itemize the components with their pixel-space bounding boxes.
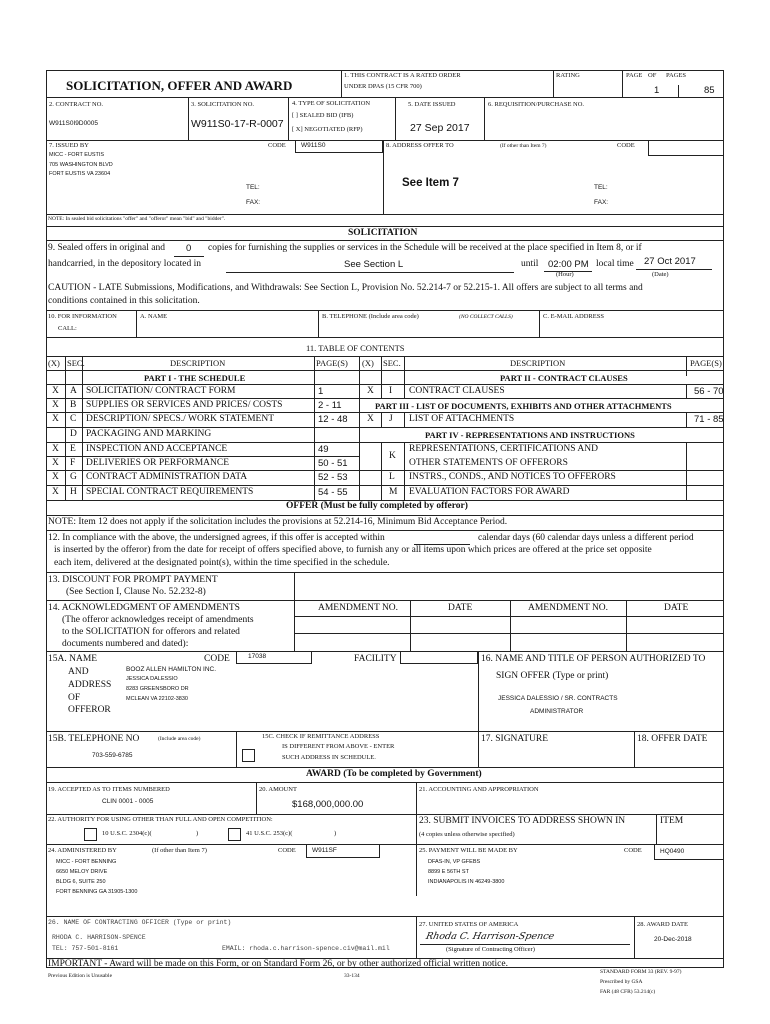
- item24-note: (If other than Item 7): [152, 847, 207, 854]
- item24-code-value[interactable]: W911SF: [312, 847, 337, 854]
- signer-title[interactable]: ADMINISTRATOR: [530, 708, 584, 715]
- item14-label: 14. ACKNOWLEDGMENT OF AMENDMENTS: [48, 603, 240, 613]
- signature-caption: (Signature of Contracting Officer): [446, 946, 535, 953]
- offer-heading: OFFER (Must be fully completed by offeror): [286, 501, 468, 511]
- issued-by-fax-label: FAX:: [246, 199, 261, 206]
- item14-line-2: (The offeror acknowledges receipt of amendments: [62, 615, 254, 625]
- standard-form-line-3: FAR (48 CFR) 53.214(c): [600, 989, 656, 995]
- see-item-7: See Item 7: [402, 177, 459, 189]
- toc-d-desc: PACKAGING AND MARKING: [86, 429, 212, 439]
- time-value[interactable]: 02:00 PM: [548, 259, 589, 270]
- toc-j-pages: 71 - 85: [694, 414, 724, 425]
- usc-2304-checkbox[interactable]: [84, 828, 97, 841]
- item15a-offeror: OFFEROR: [68, 705, 111, 715]
- toc-col-pages-left: PAGE(S): [316, 358, 348, 368]
- toc-b-desc: SUPPLIES OR SERVICES AND PRICES/ COSTS: [86, 400, 283, 410]
- for-information-label: 10. FOR INFORMATION: [48, 313, 117, 320]
- offeror-phone[interactable]: 703-559-6785: [92, 752, 133, 759]
- item20-label: 20. AMOUNT: [259, 786, 297, 793]
- address-offer-to-label: 8. ADDRESS OFFER TO: [386, 142, 454, 149]
- item15c-line-3: SUCH ADDRESS IN SCHEDULE.: [282, 754, 376, 761]
- previous-edition: Previous Edition is Unusable: [48, 973, 113, 979]
- toc-k-desc-2: OTHER STATEMENTS OF OFFERORS: [409, 458, 568, 468]
- toc-i-x: X: [367, 386, 374, 396]
- caution-line-2: conditions contained in this solicitation.: [48, 296, 200, 306]
- toc-f-pages: 50 - 51: [318, 458, 348, 469]
- info-name-label: A. NAME: [140, 313, 168, 320]
- item15a-and: AND: [68, 667, 89, 677]
- item12-line-2: is inserted by the offeror) from the date for receipt of offers specified above, to furnish any or all items upon which prices are offered at the price set opposite: [54, 545, 652, 555]
- toc-d-sec: D: [70, 429, 77, 439]
- remittance-checkbox[interactable]: [242, 749, 255, 762]
- issued-by-label: 7. ISSUED BY: [49, 142, 89, 149]
- toc-g-desc: CONTRACT ADMINISTRATION DATA: [86, 472, 248, 482]
- item14-line-3: to the SOLICITATION for offerors and related: [62, 627, 240, 637]
- date-value[interactable]: 27 Oct 2017: [644, 256, 696, 267]
- item17-label: 17. SIGNATURE: [481, 734, 549, 744]
- toc-f-sec: F: [70, 458, 76, 468]
- toc-e-desc: INSPECTION AND ACCEPTANCE: [86, 444, 228, 454]
- toc-h-sec: H: [70, 487, 77, 497]
- toc-a-x: X: [52, 386, 59, 396]
- address-offer-code-label: CODE: [617, 142, 635, 149]
- toc-part-4: PART IV - REPRESENTATIONS AND INSTRUCTIONS: [425, 430, 635, 440]
- item15a-of: OF: [68, 693, 81, 703]
- date-caption: (Date): [652, 271, 669, 278]
- item28-label: 28. AWARD DATE: [637, 921, 688, 928]
- item12-line-3: each item, delivered at the designated point(s), within the time specified in the schedule.: [54, 558, 390, 568]
- toc-m-sec: M: [389, 487, 398, 497]
- item25-label: 25. PAYMENT WILL BE MADE BY: [419, 847, 518, 854]
- form-number: 33-134: [344, 973, 360, 979]
- toc-g-sec: G: [70, 472, 77, 482]
- item24-label: 24. ADMINISTERED BY: [48, 847, 117, 854]
- item13-clause: (See Section I, Clause No. 52.232-8): [66, 587, 206, 597]
- admin-line-4: FORT BENNING GA 31905-1300: [56, 889, 138, 895]
- offeror-code-label: CODE: [204, 654, 230, 664]
- item22-label: 22. AUTHORITY FOR USING OTHER THAN FULL AND OPEN COMPETITION:: [48, 816, 273, 823]
- toc-part-1: PART I - THE SCHEDULE: [144, 373, 246, 383]
- item18-label: 18. OFFER DATE: [637, 734, 708, 744]
- info-telephone-label: B. TELEPHONE (Include area code): [322, 313, 419, 320]
- toc-h-pages: 54 - 55: [318, 487, 348, 498]
- offeror-line-4: MCLEAN VA 22102-3830: [126, 696, 188, 702]
- usc-253-checkbox[interactable]: [228, 828, 241, 841]
- toc-col-pages-right: PAGE(S): [690, 358, 722, 368]
- form-title: SOLICITATION, OFFER AND AWARD: [66, 78, 293, 93]
- toc-c-sec: C: [70, 414, 77, 424]
- item15c-line-2: IS DIFFERENT FROM ABOVE - ENTER: [282, 743, 395, 750]
- item12-line-1a: 12. In compliance with the above, the undersigned agrees, if this offer is accepted within: [48, 533, 385, 543]
- pay-line-3: INDIANAPOLIS IN 46249-3800: [428, 879, 505, 885]
- usc-2304-paren: ): [196, 830, 199, 837]
- pages-label: PAGES: [666, 72, 686, 79]
- issued-by-line-3: FORT EUSTIS VA 23604: [49, 171, 111, 177]
- offeror-line-1: BOOZ ALLEN HAMILTON INC.: [126, 666, 217, 673]
- standard-form-line-1: STANDARD FORM 33 (REV. 9-97): [600, 969, 682, 975]
- if-other-note: (If other than Item 7): [500, 143, 547, 149]
- negotiated-option[interactable]: [ X] NEGOTIATED (RFP): [292, 126, 363, 133]
- toc-l-desc: INSTRS., CONDS., AND NOTICES TO OFFERORS: [409, 472, 616, 482]
- issued-by-tel-label: TEL:: [246, 184, 260, 191]
- usc-253-label: 41 U.S.C. 253(c)(: [246, 830, 293, 837]
- item9-line-1a: 9. Sealed offers in original and: [48, 243, 165, 253]
- offeror-line-2: JESSICA DALESSIO: [126, 676, 178, 682]
- contract-no-value[interactable]: W911S0I9D0005: [49, 120, 99, 127]
- toc-f-x: X: [52, 458, 59, 468]
- toc-part-3: PART III - LIST OF DOCUMENTS, EXHIBITS AND OTHER ATTACHMENTS: [375, 401, 672, 411]
- no-collect-calls: (NO COLLECT CALLS): [459, 314, 513, 320]
- sealed-bid-option[interactable]: [ ] SEALED BID (IFB): [292, 112, 354, 119]
- contract-no-label: 2. CONTRACT NO.: [49, 101, 104, 108]
- toc-g-pages: 52 - 53: [318, 472, 348, 483]
- solicitation-no-value[interactable]: W911S0-17-R-0007: [191, 118, 284, 130]
- pay-line-2: 8899 E 56TH ST: [428, 869, 469, 875]
- address-offer-tel-label: TEL:: [594, 184, 608, 191]
- admin-line-1: MICC - FORT BENNING: [56, 859, 117, 865]
- item26-label: 26. NAME OF CONTRACTING OFFICER (Type or print): [48, 919, 232, 926]
- toc-col-desc-left: DESCRIPTION: [170, 358, 226, 368]
- toc-j-sec: J: [389, 414, 393, 424]
- toc-e-x: X: [52, 444, 59, 454]
- page-value: 1: [654, 85, 660, 96]
- toc-h-desc: SPECIAL CONTRACT REQUIREMENTS: [86, 487, 254, 497]
- item23-label: 23. SUBMIT INVOICES TO ADDRESS SHOWN IN: [419, 816, 626, 826]
- issued-by-code-value[interactable]: W911S0: [301, 142, 326, 149]
- toc-col-x-right: (X): [362, 358, 374, 368]
- toc-j-x: X: [367, 414, 374, 424]
- local-time-label: local time: [596, 259, 634, 269]
- amendment-no-header-2: AMENDMENT NO.: [528, 603, 609, 613]
- toc-i-pages: 56 - 70: [694, 386, 724, 397]
- rating-label: RATING: [556, 72, 580, 79]
- item15a-label: 15A. NAME: [48, 654, 98, 664]
- amendment-date-header-1: DATE: [448, 603, 473, 613]
- toc-a-sec: A: [70, 386, 77, 396]
- item15a-address: ADDRESS: [68, 680, 112, 690]
- toc-c-x: X: [52, 414, 59, 424]
- toc-m-desc: EVALUATION FACTORS FOR AWARD: [409, 487, 570, 497]
- rated-order-label: 1. THIS CONTRACT IS A RATED ORDER: [344, 72, 461, 79]
- award-heading: AWARD (To be completed by Government): [306, 769, 482, 779]
- signer-name[interactable]: JESSICA DALESSIO / SR. CONTRACTS: [498, 695, 618, 702]
- toc-b-pages: 2 - 11: [318, 400, 342, 411]
- toc-k-sec: K: [389, 451, 396, 461]
- officer-name[interactable]: RHODA C. HARRISON-SPENCE: [52, 934, 146, 941]
- toc-b-x: X: [52, 400, 59, 410]
- sealed-bid-note: NOTE: In sealed bid solicitations "offer" and "offeror" mean "bid" and "bidder".: [48, 216, 226, 222]
- info-email-label: C. E-MAIL ADDRESS: [543, 313, 604, 320]
- item19-value[interactable]: CLIN 0001 - 0005: [102, 798, 154, 805]
- solicitation-heading: SOLICITATION: [348, 228, 418, 238]
- item9-line-1b: copies for furnishing the supplies or services in the Schedule will be received at the place specified in Item 8, or if: [208, 243, 642, 253]
- admin-line-3: BLDG 6, SUITE 250: [56, 879, 106, 885]
- officer-signature: Rhoda C. Harrison-Spence: [424, 931, 556, 942]
- issued-by-line-1: MICC - FORT EUSTIS: [49, 152, 105, 158]
- item25-code-value[interactable]: HQ0490: [660, 848, 685, 855]
- of-label: OF: [648, 72, 657, 79]
- toc-part-2: PART II - CONTRACT CLAUSES: [500, 373, 628, 383]
- solicitation-no-label: 3. SOLICITATION NO.: [191, 101, 255, 108]
- amendment-no-header-1: AMENDMENT NO.: [318, 603, 399, 613]
- usc-2304-label: 10 U.S.C. 2304(c)(: [102, 830, 152, 837]
- item13-label: 13. DISCOUNT FOR PROMPT PAYMENT: [48, 575, 218, 585]
- usc-253-paren: ): [334, 830, 337, 837]
- toc-j-desc: LIST OF ATTACHMENTS: [409, 414, 515, 424]
- item16-label: 16. NAME AND TITLE OF PERSON AUTHORIZED TO: [481, 654, 706, 664]
- pay-line-1: DFAS-IN, VP GFEBS: [428, 859, 481, 865]
- dpas-label: UNDER DPAS (15 CFR 700): [344, 83, 422, 90]
- item9-line-2: handcarried, in the depository located in: [48, 259, 202, 269]
- toc-f-desc: DELIVERIES OR PERFORMANCE: [86, 458, 230, 468]
- toc-a-pages: 1: [318, 386, 324, 397]
- toc-e-sec: E: [70, 444, 76, 454]
- item23-note: (4 copies unless otherwise specified): [419, 831, 515, 838]
- requisition-label: 6. REQUISITION/PURCHASE NO.: [488, 101, 585, 108]
- toc-col-desc-right: DESCRIPTION: [510, 358, 566, 368]
- toc-c-pages: 12 - 48: [318, 414, 348, 425]
- item14-line-4: documents numbered and dated):: [62, 639, 189, 649]
- date-issued-label: 5. DATE ISSUED: [408, 101, 456, 108]
- page-label: PAGE: [626, 72, 643, 79]
- until-label: until: [521, 259, 539, 269]
- toc-h-x: X: [52, 487, 59, 497]
- toc-c-desc: DESCRIPTION/ SPECS./ WORK STATEMENT: [86, 414, 275, 424]
- toc-e-pages: 49: [318, 444, 329, 455]
- call-label: CALL:: [58, 325, 77, 332]
- issued-by-code-label: CODE: [268, 142, 286, 149]
- note-item-12: NOTE: Item 12 does not apply if the solicitation includes the provisions at 52.214-16, Minimum Bid Acceptance Period.: [48, 517, 508, 527]
- type-of-solicitation-label: 4. TYPE OF SOLICITATION: [292, 100, 371, 107]
- item16-line-2: SIGN OFFER (Type or print): [496, 671, 609, 681]
- toc-col-sec-left: SEC.: [67, 358, 85, 368]
- hour-caption: (Hour): [556, 271, 574, 278]
- facility-label: FACILITY: [354, 654, 397, 664]
- depository-value[interactable]: See Section L: [344, 259, 404, 270]
- toc-col-x-left: (X): [48, 358, 60, 368]
- standard-form-line-2: Prescribed by GSA: [600, 979, 643, 985]
- toc-heading: 11. TABLE OF CONTENTS: [306, 343, 405, 353]
- copies-value[interactable]: 0: [186, 243, 192, 254]
- toc-k-desc-1: REPRESENTATIONS, CERTIFICATIONS AND: [409, 444, 598, 454]
- item24-code-label: CODE: [278, 847, 296, 854]
- toc-col-sec-right: SEC.: [383, 358, 401, 368]
- item23-item-label: ITEM: [660, 816, 684, 826]
- item15b-area-note: (Include area code): [158, 736, 201, 742]
- toc-i-sec: I: [389, 386, 393, 396]
- caution-line-1: CAUTION - LATE Submissions, Modifications, and Withdrawals: See Section L, Provision No. 52.214-7 or 52.215-1. All offers are subject to all terms and: [48, 283, 643, 293]
- admin-line-2: 6650 MELOY DRIVE: [56, 869, 108, 875]
- award-date-value[interactable]: 20-Dec-2018: [654, 936, 692, 943]
- item15b-label: 15B. TELEPHONE NO: [48, 734, 140, 744]
- address-offer-fax-label: FAX:: [594, 199, 609, 206]
- item19-label: 19. ACCEPTED AS TO ITEMS NUMBERED: [48, 786, 170, 793]
- toc-a-desc: SOLICITATION/ CONTRACT FORM: [86, 386, 236, 396]
- offeror-line-3: 8283 GREENSBORO DR: [126, 686, 189, 692]
- officer-email[interactable]: EMAIL: rhoda.c.harrison-spence.civ@mail.mil: [222, 945, 390, 952]
- toc-b-sec: B: [70, 400, 77, 410]
- item12-line-1b: calendar days (60 calendar days unless a different period: [478, 533, 694, 543]
- important-note: IMPORTANT - Award will be made on this Form, or on Standard Form 26, or by other authorized official written notice.: [48, 959, 508, 969]
- item27-label: 27. UNITED STATES OF AMERICA: [419, 921, 519, 928]
- item21-label: 21. ACCOUNTING AND APPROPRIATION: [419, 786, 539, 793]
- toc-l-sec: L: [389, 472, 395, 482]
- date-issued-value[interactable]: 27 Sep 2017: [410, 122, 470, 134]
- pages-value: 85: [704, 85, 715, 96]
- toc-i-desc: CONTRACT CLAUSES: [409, 386, 505, 396]
- item15c-line-1: 15C. CHECK IF REMITTANCE ADDRESS: [262, 733, 380, 740]
- offeror-code-value[interactable]: 17038: [248, 653, 267, 660]
- item25-code-label: CODE: [624, 847, 642, 854]
- issued-by-line-2: 705 WASHINGTON BLVD: [49, 162, 113, 168]
- award-amount[interactable]: $168,000,000.00: [292, 799, 364, 810]
- amendment-date-header-2: DATE: [664, 603, 689, 613]
- officer-tel[interactable]: TEL: 757-501-8161: [52, 945, 119, 952]
- toc-g-x: X: [52, 472, 59, 482]
